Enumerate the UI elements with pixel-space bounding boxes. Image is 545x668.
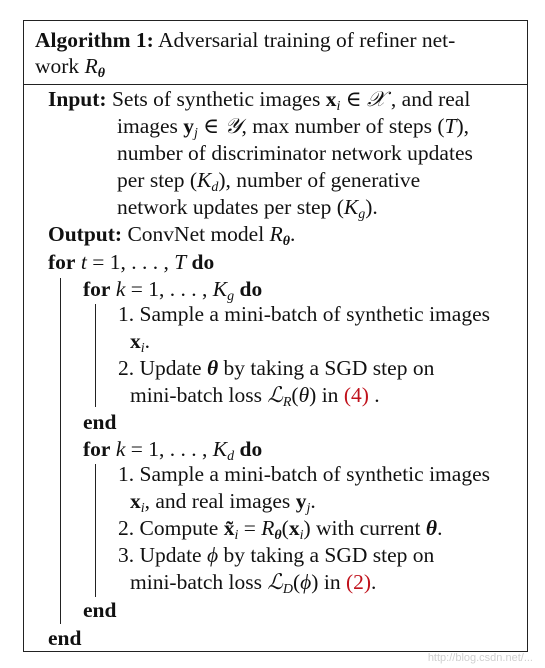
input-line-5: network updates per step $(K_g)$. (117, 195, 378, 222)
input-line-3: number of discriminator network updates (117, 141, 473, 165)
inner-d-step2: 2. Compute $x̃_i = R_\theta(x_i)$ with current θ. (118, 516, 443, 543)
inner-d-end: end (83, 598, 117, 622)
inner-g-rule (95, 304, 96, 407)
algorithm-header (24, 21, 527, 85)
inner-g-for-line: for k = 1, . . . , $K_g$ do (83, 277, 263, 304)
inner-g-end: end (83, 410, 117, 434)
algorithm-title-line1: Adversarial training of refiner net- (158, 28, 456, 52)
inner-g-step1-cont: $x_i$. (130, 329, 151, 356)
input-line-4: per step $(K_d)$, number of generative (117, 168, 421, 195)
output-line: Output: ConvNet model $R_\theta$. (48, 222, 296, 249)
inner-d-step3-cont: mini-batch loss ℒ$_D$(ϕ) in (2). (130, 570, 377, 597)
equation-ref-2[interactable]: (2) (345, 570, 372, 594)
inner-d-for-line: for k = 1, . . . , $K_d$ do (83, 437, 263, 464)
algorithm-title (35, 27, 455, 54)
inner-g-step1: 1. Sample a mini-batch of synthetic images (118, 302, 490, 326)
outer-loop-rule (60, 278, 61, 624)
output-label: Output: (48, 222, 123, 246)
inner-d-step3: 3. Update ϕ by taking a SGD step on (118, 543, 435, 567)
outer-end: end (48, 626, 82, 650)
inner-d-step1-cont: $x_i$, and real images $y_j$. (130, 489, 316, 516)
input-label: Input: (48, 87, 107, 111)
outer-for-line: for t = 1, . . . , T do (48, 250, 215, 274)
inner-d-rule (95, 464, 96, 597)
watermark: http://blog.csdn.net/... (427, 652, 533, 664)
input-line-1: Input: Sets of synthetic images $x_i$ ∈ 𝒳 , and real (48, 87, 471, 114)
algorithm-title-line2-row: work $R_\theta$ (35, 54, 105, 81)
inner-d-step1: 1. Sample a mini-batch of synthetic images (118, 462, 490, 486)
equation-ref-4[interactable]: (4) (343, 383, 369, 407)
inner-g-step2: 2. Update θ by taking a SGD step on (118, 356, 435, 380)
algorithm-label: Algorithm 1: (35, 28, 154, 52)
inner-g-step2-cont: mini-batch loss ℒ$_R$(θ) in (4) . (130, 383, 380, 410)
algorithm-title-line2: work (35, 54, 80, 78)
input-line-2: images $y_j$ ∈ 𝒴, max number of steps (T), (117, 114, 469, 141)
